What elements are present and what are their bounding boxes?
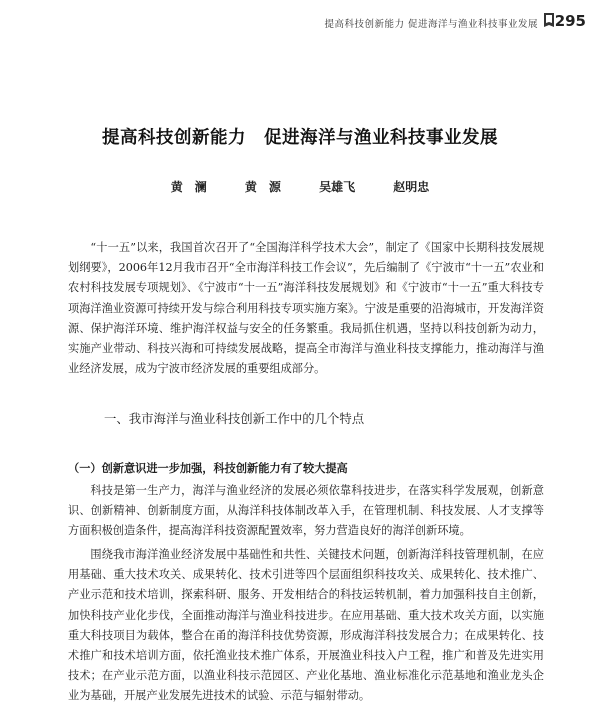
- section-heading: 一、我市海洋与渔业科技创新工作中的几个特点: [104, 411, 365, 426]
- page-number: 295: [554, 12, 586, 30]
- author-name: 黄 澜: [170, 180, 207, 194]
- author-name: 吴雄飞: [319, 180, 356, 194]
- author-list: [0, 178, 600, 195]
- running-header: [0, 10, 600, 36]
- subsection-heading: （一）创新意识进一步加强，科技创新能力有了较大提高: [68, 461, 348, 475]
- author-name: 黄 源: [244, 180, 281, 194]
- intro-paragraph: “十一五”以来，我国首次召开了“全国海洋科学技术大会”，制定了《国家中长期科技发展规划纲要》，2006年12月我市召开“全市海洋科技工作会议”，先后编制了《宁波市“十一五”农业和农村科技发展专项规划》、《宁波市“十一五”海洋科技发展规划》和《宁波市“十一五”重大科技专项海洋渔业资源可持续开发与综合利用科技专项实施方案》。宁波是重要的沿海城市，开发海洋资源、保护海洋环境、维护海洋权益与安全的任务繁重。我局抓住机遇，坚持以科技创新为动力，实施产业带动、科技兴海和可持续发展战略，提高全市海洋与渔业科技支撑能力，推动海洋与渔业经济发展，成为宁波市经济发展的重要组成部分。: [68, 241, 544, 376]
- body-paragraph: 科技是第一生产力，海洋与渔业经济的发展必须依靠科技进步，在落实科学发展观，创新意识、创新精神、创新制度方面，从海洋科技体制改革入手，在管理机制、科技发展、人才支撑等方面积极创造条件，提高海洋科技资源配置效率，努力营造良好的海洋创新环境。: [68, 484, 544, 538]
- article-title: 提高科技创新能力 促进海洋与渔业科技事业发展: [102, 128, 498, 148]
- body-paragraph: 围绕我市海洋渔业经济发展中基础性和共性、关键技术问题，创新海洋科技管理机制，在应用基础、重大技术攻关、成果转化、技术引进等四个层面组织科技攻关、成果转化、技术推广、产业示范和技术培训，探索科研、服务、开发相结合的科技运转机制，着力加强科技自主创新，加快科技产业化步伐，全面推动海洋与渔业科技进步。在应用基础、重大技术攻关方面，以实施重大科技项目为载体，整合在甬的海洋科技优势资源，形成海洋科技发展合力；在成果转化、技术推广和技术培训方面，依托渔业技术推广体系，开展渔业科技入户工程，推广和普及先进实用技术；在产业示范方面，以渔业科技示范园区、产业化基地、渔业标准化示范基地和渔业龙头企业为基础，开展产业发展先进技术的试验、示范与辐射带动。: [68, 548, 544, 703]
- running-header-title: 提高科技创新能力 促进海洋与渔业科技事业发展: [324, 19, 538, 30]
- author-name: 赵明忠: [393, 180, 430, 194]
